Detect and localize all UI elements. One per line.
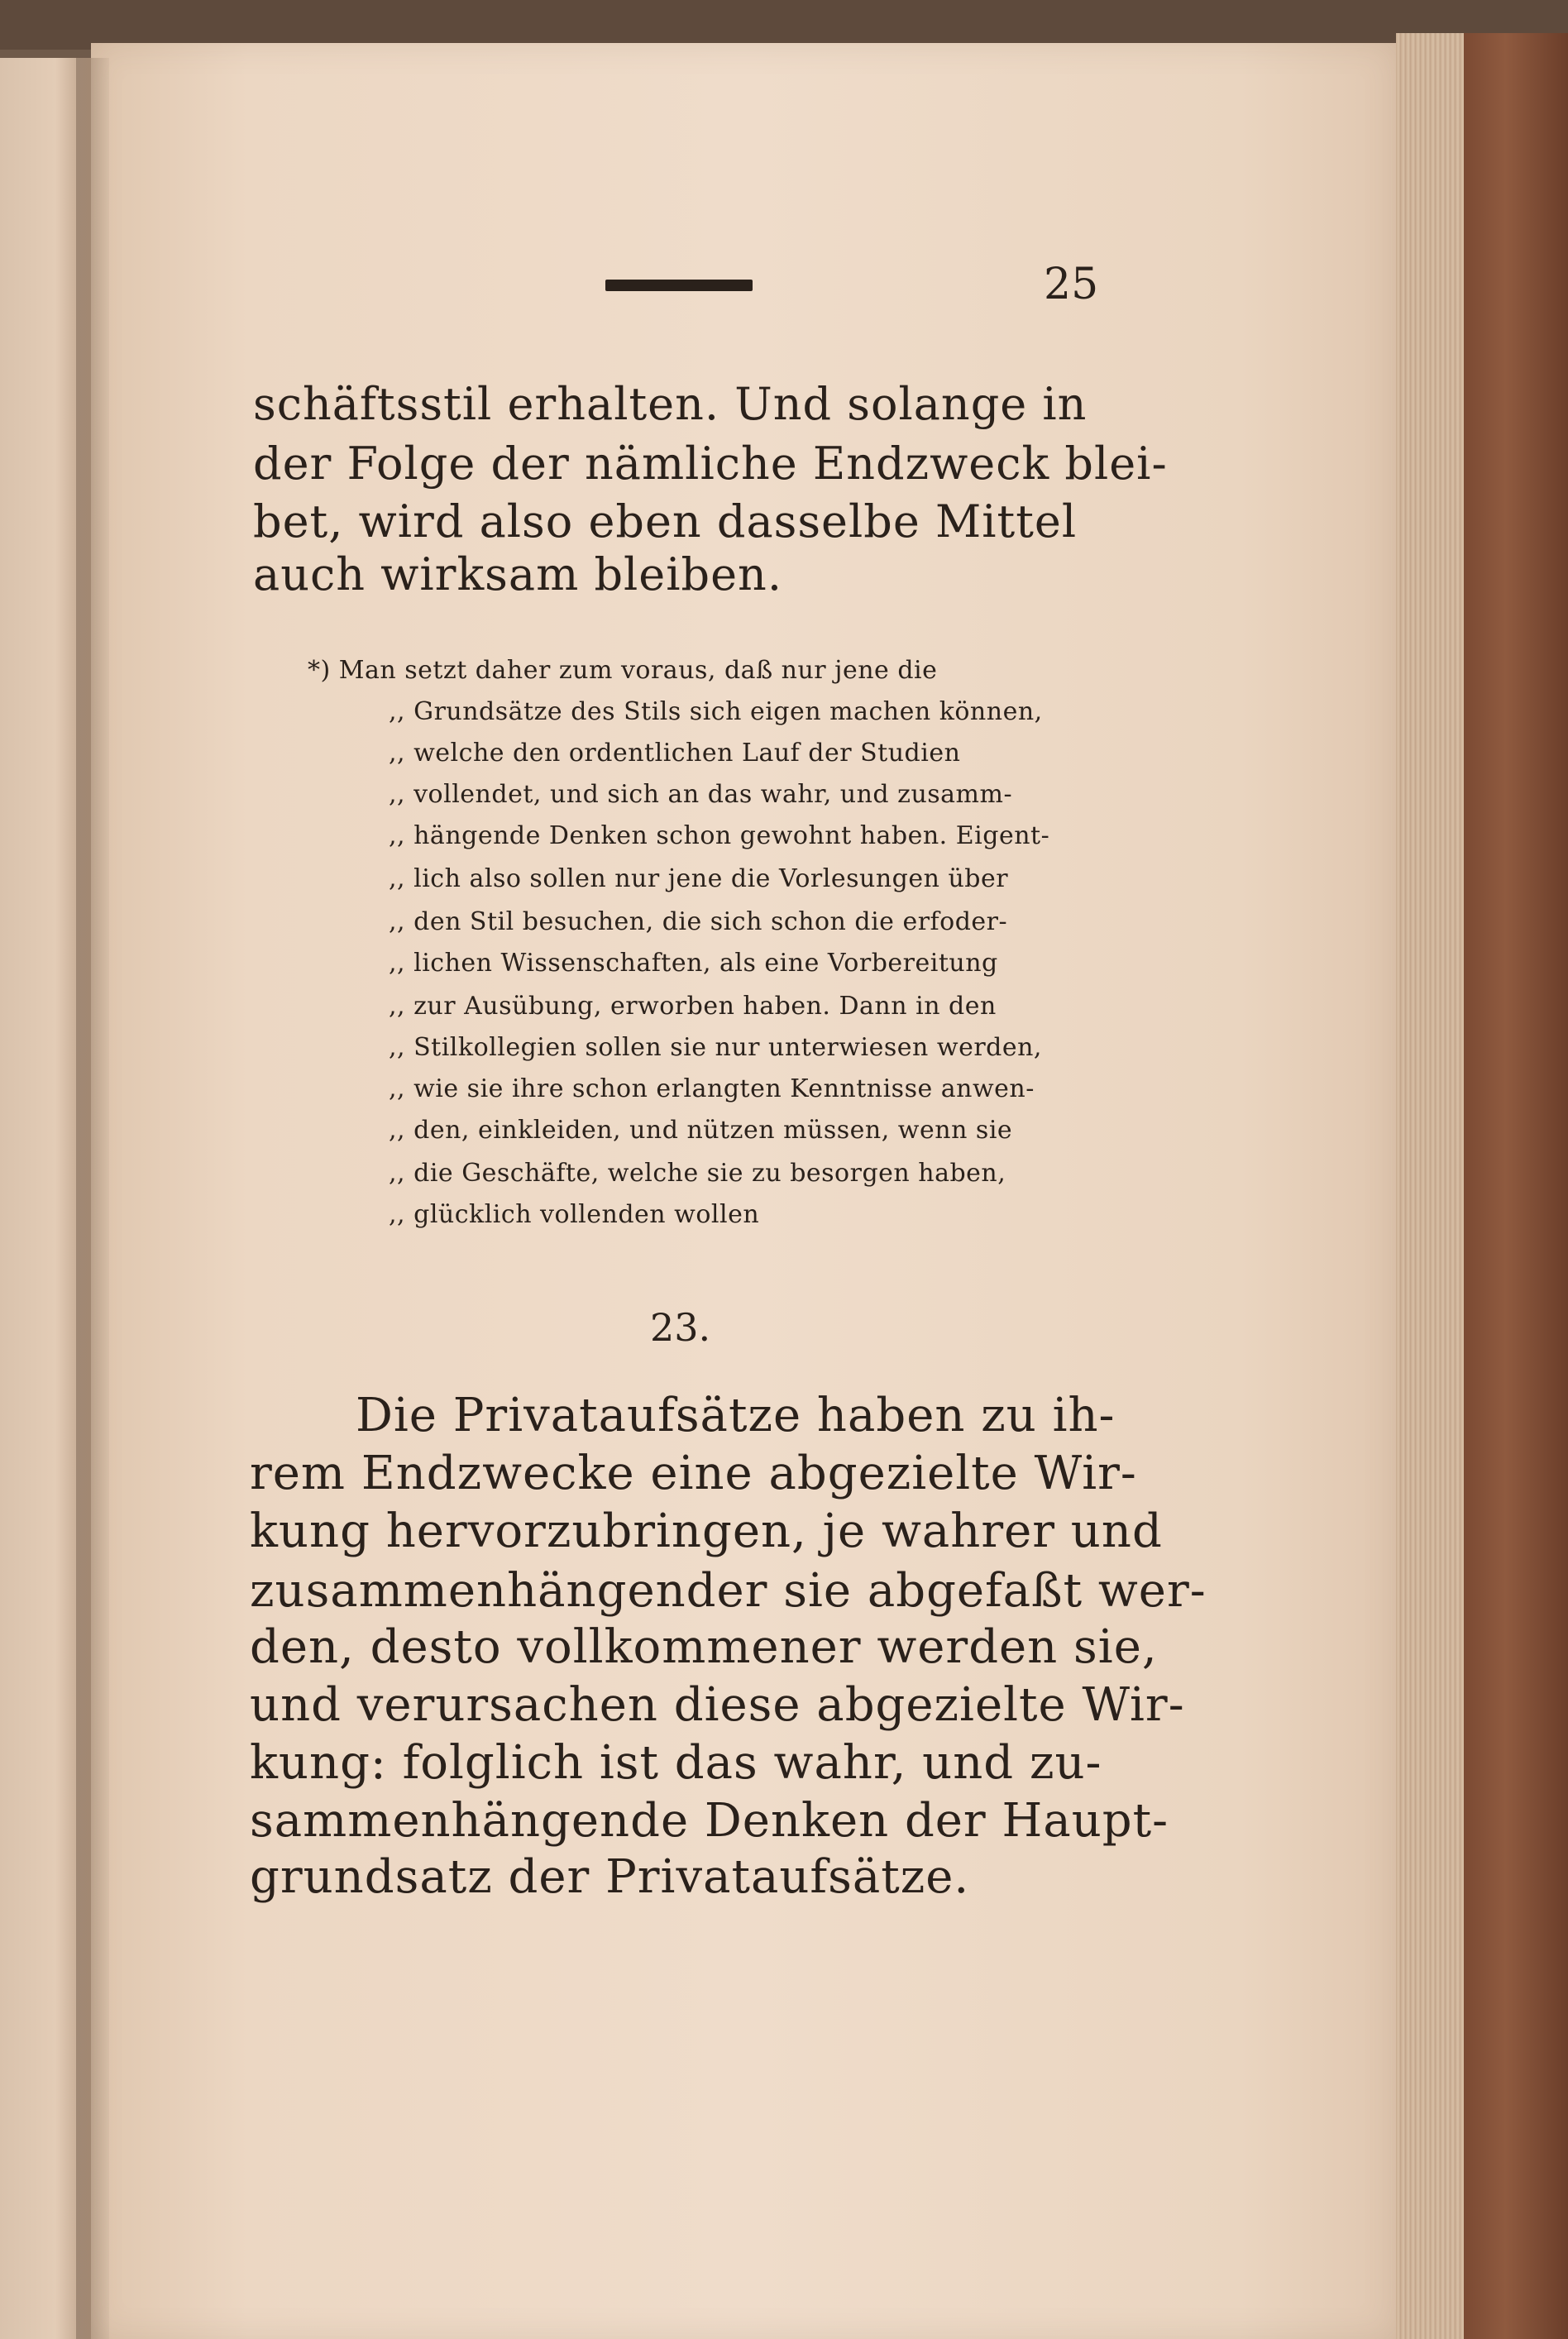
background-top bbox=[0, 0, 1568, 50]
footnote-line: ,, den Stil besuchen, die sich schon die erfoder- bbox=[389, 907, 1008, 936]
section-number: 23. bbox=[650, 1305, 711, 1350]
section-line: Die Privataufsätze haben zu ih- bbox=[356, 1389, 1116, 1442]
page-edges bbox=[1396, 33, 1464, 2339]
footnote-line: *) Man setzt daher zum voraus, daß nur jene die bbox=[308, 656, 938, 685]
section-line: sammenhängende Denken der Haupt- bbox=[250, 1794, 1169, 1848]
paragraph-line: schäftsstil erhalten. Und solange in bbox=[253, 378, 1088, 430]
footnote-line: ,, den, einkleiden, und nützen müssen, wenn sie bbox=[389, 1116, 1013, 1145]
book-cover-edge bbox=[1464, 33, 1568, 2339]
section-line: grundsatz der Privataufsätze. bbox=[250, 1850, 970, 1904]
paragraph-line: der Folge der nämliche Endzweck blei- bbox=[253, 438, 1168, 490]
section-line: kung: folglich ist das wahr, und zu- bbox=[250, 1736, 1102, 1790]
section-line: zusammenhängender sie abgefaßt wer- bbox=[250, 1564, 1207, 1618]
page-number: 25 bbox=[1044, 260, 1099, 309]
section-line: und verursachen diese abgezielte Wir- bbox=[250, 1678, 1185, 1732]
footnote-line: ,, zur Ausübung, erworben haben. Dann in den bbox=[389, 992, 997, 1021]
footnote-line: ,, lichen Wissenschaften, als eine Vorbereitung bbox=[389, 949, 998, 978]
section-line: kung hervorzubringen, je wahrer und bbox=[250, 1504, 1163, 1558]
header-rule bbox=[605, 280, 753, 291]
footnote-line: ,, Stilkollegien sollen sie nur unterwiesen werden, bbox=[389, 1033, 1042, 1062]
footnote-line: ,, glücklich vollenden wollen bbox=[389, 1200, 760, 1229]
footnote-line: ,, vollendet, und sich an das wahr, und zusamm- bbox=[389, 780, 1013, 809]
footnote-line: ,, wie sie ihre schon erlangten Kenntnisse anwen- bbox=[389, 1074, 1035, 1103]
footnote-line: ,, Grundsätze des Stils sich eigen machen können, bbox=[389, 697, 1043, 726]
footnote-line: ,, hängende Denken schon gewohnt haben. Eigent- bbox=[389, 821, 1050, 850]
section-line: den, desto vollkommener werden sie, bbox=[250, 1620, 1158, 1674]
book-gutter bbox=[76, 58, 109, 2339]
footnote-line: ,, welche den ordentlichen Lauf der Studien bbox=[389, 739, 961, 768]
paragraph-line: bet, wird also eben dasselbe Mittel bbox=[253, 495, 1078, 548]
section-line: rem Endzwecke eine abgezielte Wir- bbox=[250, 1447, 1137, 1500]
footnote-line: ,, die Geschäfte, welche sie zu besorgen haben, bbox=[389, 1159, 1006, 1188]
footnote-line: ,, lich also sollen nur jene die Vorlesungen über bbox=[389, 864, 1009, 893]
paragraph-line: auch wirksam bleiben. bbox=[253, 548, 782, 600]
